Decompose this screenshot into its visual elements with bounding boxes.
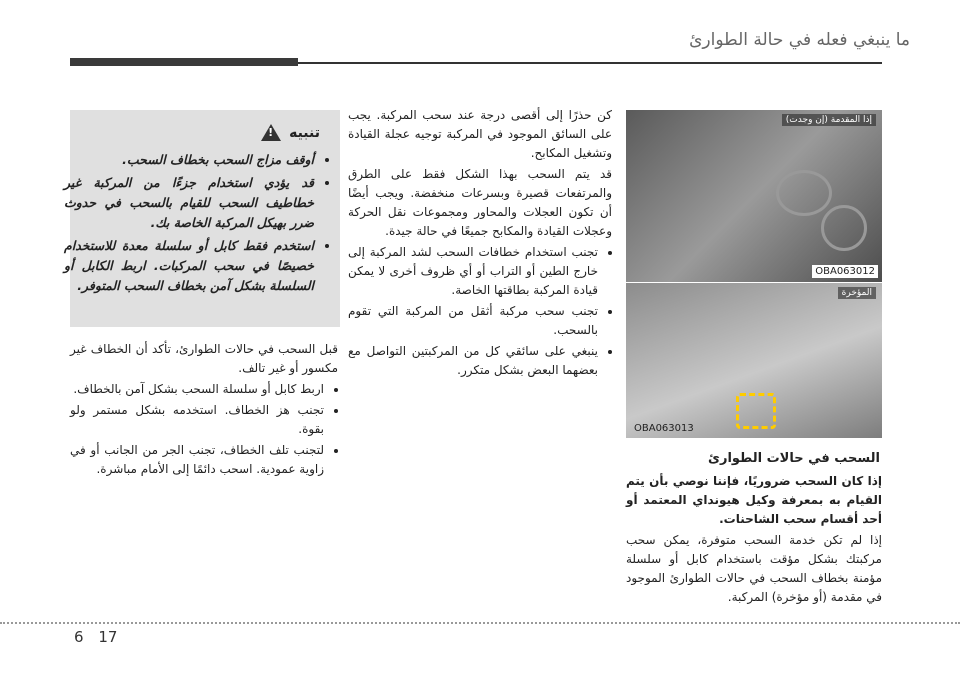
warning-icon: [261, 124, 281, 141]
photo-label: المؤخرة: [838, 287, 876, 299]
right-bullet: • ينبغي على سائقي كل من المركبتين التواصل مع بعضهما البعض بشكل متكرر.: [348, 342, 598, 380]
warning-title: [261, 124, 320, 141]
right-bullet: • تجنب سحب مركبة أثقل من المركبة التي تقوم بالسحب.: [348, 302, 598, 340]
tow-hook-shape: [821, 205, 867, 251]
middle-bullet: • اربط كابل أو سلسلة السحب بشكل آمن بالخطاف.: [70, 380, 324, 399]
photo-code: OBA063012: [812, 265, 878, 278]
tow-hook-shape: [736, 393, 776, 429]
tow-hook-shape: [776, 170, 832, 216]
warning-list: [64, 150, 328, 299]
section-body: [626, 472, 882, 609]
right-para: قد يتم السحب بهذا الشكل فقط على الطرق والمرتفعات قصيرة وبسرعات منخفضة. ويجب أيضًا أن تكون العجلات والمحاور ومجموعات نقل الحركة وعجلات القيادة والمكابح جميعًا في حالة جيدة.: [348, 167, 612, 238]
page-number-value: 17: [98, 628, 118, 646]
rear-tow-hook-photo: [626, 283, 882, 438]
middle-bullet: • تجنب هز الخطاف. استخدمه بشكل مستمر ولو بقوة.: [70, 401, 324, 439]
warning-item: • قد يؤدي استخدام جزءًا من المركبة غير خطاطيف السحب للقيام بالسحب في حدوث ضرر بهيكل المركبة الخاصة بك.: [64, 173, 314, 233]
front-tow-hook-photo: [626, 110, 882, 282]
middle-column: [70, 340, 338, 481]
section-title: السحب في حالات الطوارئ: [708, 451, 880, 466]
right-bullets: [348, 243, 612, 380]
section-bold-para: إذا كان السحب ضروريًا، فإننا نوصي بأن يتم القيام به بمعرفة وكيل هيونداي المعتمد أو أحد أقسام سحب الشاحنات.: [626, 474, 882, 526]
header-title: ما ينبغي فعله في حالة الطوارئ: [689, 30, 910, 50]
warning-item: • أوقف مزاج السحب بخطاف السحب.: [64, 150, 314, 170]
warning-item: • استخدم فقط كابل أو سلسلة معدة للاستخدام خصيصًا في سحب المركبات. اربط الكابل أو السلسلة بشكل آمن بخطاف السحب المتوفر.: [64, 236, 314, 296]
section-number: 6: [74, 628, 84, 646]
photo-label: إذا المقدمة (إن وجدت): [782, 114, 876, 126]
right-para: كن حذرًا إلى أقصى درجة عند سحب المركبة. يجب على السائق الموجود في المركبة توجيه عجلة القيادة وتشغيل المكابح.: [348, 108, 612, 160]
middle-intro: قبل السحب في حالات الطوارئ، تأكد أن الخطاف غير مكسور أو غير تالف.: [70, 342, 338, 375]
middle-bullets: [70, 380, 338, 479]
middle-bullet: • لتجنب تلف الخطاف، تجنب الجر من الجانب أو في زاوية عمودية. اسحب دائمًا إلى الأمام مباشرة.: [70, 441, 324, 479]
page-number: [74, 628, 117, 646]
footer-rule: [0, 622, 960, 624]
photo-code: OBA063013: [634, 423, 694, 434]
warning-title-text: تنبيه: [289, 124, 320, 141]
warning-box: [64, 110, 340, 327]
right-bullet: • تجنب استخدام خطافات السحب لشد المركبة إلى خارج الطين أو التراب أو أي ظروف أخرى لا يمكن قيادة المركبة بطاقتها الخاصة.: [348, 243, 598, 300]
header-bar: [70, 58, 298, 66]
right-column: [348, 106, 612, 382]
section-para: إذا لم تكن خدمة السحب متوفرة، يمكن سحب مركبتك بشكل مؤقت باستخدام كابل أو سلسلة مؤمنة بخطاف السحب في حالات الطوارئ الموجود في مقدمة (أو مؤخرة) المركبة.: [626, 533, 882, 604]
